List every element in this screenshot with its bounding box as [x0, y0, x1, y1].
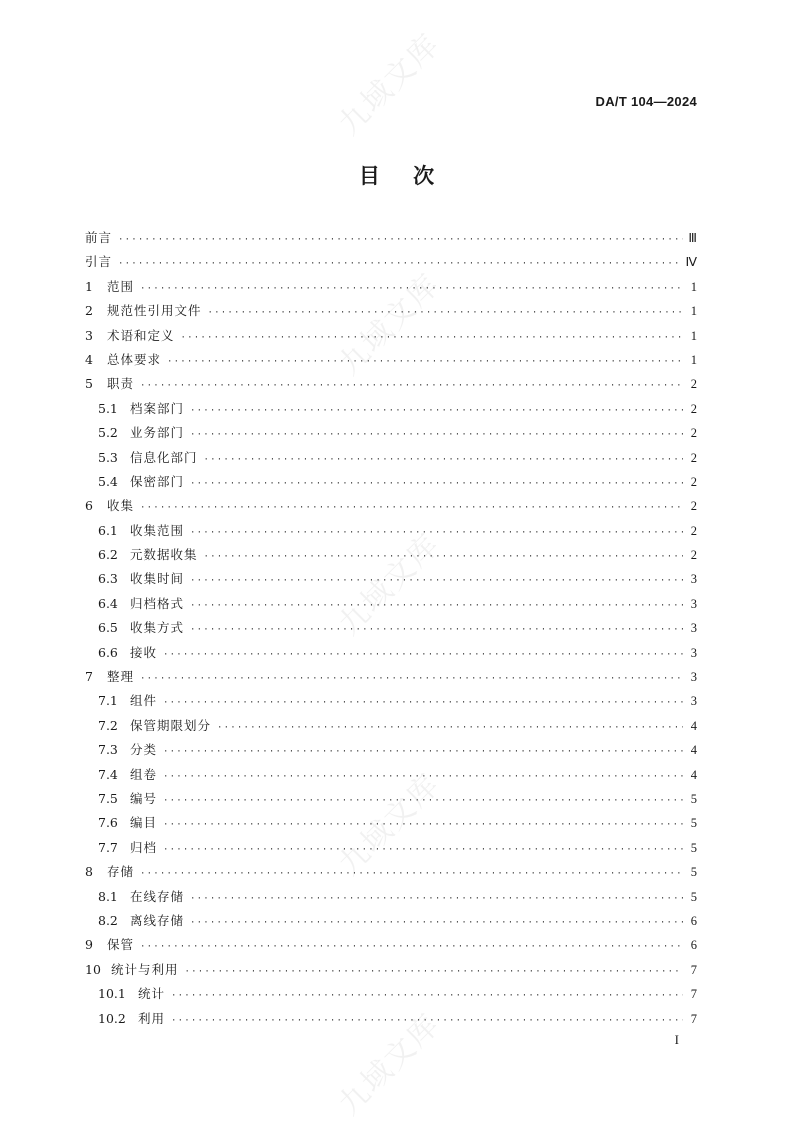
toc-section-title: 组件 [130, 693, 158, 709]
toc-page-number: 2 [690, 450, 697, 465]
toc-leader-dots [181, 326, 683, 350]
watermark: 九域文库 [331, 1006, 448, 1123]
toc-leader-dots [140, 277, 683, 301]
toc-section-title: 利用 [138, 1010, 166, 1026]
toc-leader-dots [208, 301, 683, 325]
toc-leader-dots [167, 350, 683, 374]
toc-leader-dots [171, 984, 683, 1008]
toc-section-title: 接收 [130, 644, 158, 660]
toc-entry[interactable] [85, 470, 697, 494]
toc-page-number: 2 [690, 401, 697, 416]
toc-leader-dots [190, 618, 683, 642]
toc-section-number: 7.3 [98, 742, 118, 758]
toc-page-number: 7 [690, 1011, 697, 1026]
toc-entry[interactable] [85, 641, 697, 665]
toc-page-number: 3 [690, 596, 697, 611]
toc-entry[interactable] [85, 372, 697, 396]
toc-page-number: 6 [690, 913, 697, 928]
toc-leader-dots [163, 765, 683, 789]
toc-section-title: 前言 [85, 230, 113, 245]
toc-leader-dots [171, 1009, 683, 1033]
toc-page-number: 3 [690, 621, 697, 636]
toc-entry[interactable] [85, 519, 697, 543]
toc-page-number: 4 [690, 767, 697, 782]
toc-leader-dots [163, 838, 683, 862]
toc-page-number: 1 [690, 304, 697, 319]
toc-leader-dots [163, 740, 683, 764]
toc-entry[interactable] [85, 616, 697, 640]
toc-section-number: 9 [85, 937, 93, 953]
toc-section-title: 保密部门 [130, 473, 185, 489]
toc-leader-dots [190, 472, 683, 496]
toc-section-title: 元数据收集 [130, 547, 198, 563]
toc-leader-dots [163, 643, 683, 667]
toc-section-number: 5.1 [98, 400, 118, 416]
toc-section-number: 6.1 [98, 522, 118, 538]
toc-leader-dots [140, 374, 683, 398]
toc-entry[interactable] [85, 1007, 697, 1031]
toc-page-number: 1 [690, 328, 697, 343]
page-title [0, 160, 793, 190]
toc-section-number: 8 [85, 864, 93, 880]
toc-section-number: 6.4 [98, 595, 118, 611]
toc-page-number: Ⅲ [688, 231, 697, 245]
toc-page-number: 5 [690, 791, 697, 806]
toc-section-title: 归档格式 [130, 595, 185, 611]
toc-entry[interactable] [85, 860, 697, 884]
toc-leader-dots [163, 813, 683, 837]
toc-section-number: 7.4 [98, 766, 118, 782]
toc-page-number: Ⅳ [685, 255, 697, 270]
toc-entry[interactable] [85, 275, 697, 299]
toc-leader-dots [190, 887, 683, 911]
toc-section-title: 组卷 [130, 766, 158, 782]
toc-section-title: 归档 [130, 839, 158, 855]
toc-page-number: 3 [690, 670, 697, 685]
toc-section-number: 6.2 [98, 547, 118, 563]
toc-section-number: 7 [85, 669, 93, 685]
toc-page-number: 2 [690, 474, 697, 489]
toc-entry[interactable] [85, 933, 697, 957]
table-of-contents [85, 226, 697, 1031]
toc-page-number: 3 [690, 572, 697, 587]
toc-section-number: 7.2 [98, 717, 118, 733]
toc-section-number: 3 [85, 327, 93, 343]
toc-section-number: 10.1 [98, 986, 126, 1002]
toc-section-number: 6.5 [98, 620, 118, 636]
toc-section-number: 6 [85, 498, 93, 514]
toc-section-title: 收集范围 [130, 522, 185, 538]
toc-page-number: 7 [690, 987, 697, 1002]
toc-entry[interactable] [85, 982, 697, 1006]
toc-leader-dots [140, 935, 683, 959]
toc-leader-dots [140, 667, 683, 691]
toc-section-number: 7.1 [98, 693, 118, 709]
toc-page-number: 4 [690, 718, 697, 733]
toc-page-number: 3 [690, 694, 697, 709]
toc-entry[interactable] [85, 567, 697, 591]
toc-leader-dots [163, 691, 683, 715]
toc-page-number: 2 [690, 426, 697, 441]
toc-section-title: 范围 [107, 278, 135, 294]
toc-section-title: 保管 [107, 937, 135, 953]
watermark: 九域文库 [331, 766, 448, 883]
toc-leader-dots [118, 252, 681, 276]
toc-leader-dots [185, 960, 683, 984]
toc-section-number: 7.5 [98, 790, 118, 806]
toc-entry[interactable] [85, 958, 697, 982]
toc-page-number: 5 [690, 816, 697, 831]
toc-entry[interactable] [85, 811, 697, 835]
toc-entry[interactable] [85, 665, 697, 689]
toc-section-title: 总体要求 [107, 351, 162, 367]
toc-section-number: 8.1 [98, 888, 118, 904]
toc-entry[interactable] [85, 226, 697, 250]
toc-section-title: 术语和定义 [107, 327, 175, 343]
toc-page-number: 1 [690, 279, 697, 294]
toc-section-title: 规范性引用文件 [107, 303, 202, 319]
toc-section-title: 分类 [130, 742, 158, 758]
toc-leader-dots [190, 594, 683, 618]
toc-section-title: 存储 [107, 864, 135, 880]
toc-page-number: 2 [690, 377, 697, 392]
toc-entry[interactable] [85, 787, 697, 811]
toc-section-number: 2 [85, 303, 93, 319]
toc-leader-dots [217, 716, 683, 740]
toc-leader-dots [190, 423, 683, 447]
toc-leader-dots [204, 448, 683, 472]
toc-page-number: 5 [690, 889, 697, 904]
toc-section-title: 收集方式 [130, 620, 185, 636]
toc-entry[interactable] [85, 592, 697, 616]
toc-leader-dots [190, 399, 683, 423]
toc-section-title: 引言 [85, 254, 113, 270]
toc-section-number: 5.4 [98, 473, 118, 489]
toc-entry[interactable] [85, 397, 697, 421]
toc-entry[interactable] [85, 348, 697, 372]
toc-entry[interactable] [85, 446, 697, 470]
toc-entry[interactable] [85, 324, 697, 348]
toc-entry[interactable] [85, 689, 697, 713]
toc-entry[interactable] [85, 738, 697, 762]
standard-code: DA/T 104—2024 [595, 94, 697, 109]
toc-section-title: 统计 [138, 986, 166, 1002]
toc-entry[interactable] [85, 421, 697, 445]
title-char: 目 [358, 164, 380, 188]
toc-leader-dots [190, 911, 683, 935]
toc-section-title: 收集 [107, 498, 135, 514]
toc-entry[interactable] [85, 909, 697, 933]
toc-page-number: 2 [690, 499, 697, 514]
toc-section-title: 收集时间 [130, 571, 185, 587]
toc-section-title: 保管期限划分 [130, 717, 212, 733]
toc-entry[interactable] [85, 299, 697, 323]
toc-section-number: 8.2 [98, 912, 118, 928]
toc-entry[interactable] [85, 543, 697, 567]
toc-page-number: 5 [690, 865, 697, 880]
toc-section-title: 整理 [107, 669, 135, 685]
watermark: 九域文库 [331, 266, 448, 383]
toc-section-number: 5.3 [98, 449, 118, 465]
toc-page-number: 2 [690, 523, 697, 538]
toc-entry[interactable] [85, 494, 697, 518]
toc-entry[interactable] [85, 250, 697, 274]
toc-leader-dots [140, 496, 683, 520]
toc-section-number: 7.7 [98, 839, 118, 855]
toc-section-number: 1 [85, 278, 93, 294]
toc-section-title: 在线存储 [130, 888, 185, 904]
toc-leader-dots [118, 228, 683, 252]
watermark: 九域文库 [331, 526, 448, 643]
toc-section-number: 10.2 [98, 1010, 126, 1026]
toc-section-title: 业务部门 [130, 425, 185, 441]
toc-section-title: 信息化部门 [130, 449, 198, 465]
toc-section-number: 10 [85, 961, 101, 977]
toc-page-number: 3 [690, 645, 697, 660]
toc-section-number: 5.2 [98, 425, 118, 441]
title-char: 次 [413, 164, 435, 188]
toc-leader-dots [163, 789, 683, 813]
toc-section-title: 离线存储 [130, 912, 185, 928]
toc-entry[interactable] [85, 836, 697, 860]
toc-page-number: 7 [690, 962, 697, 977]
toc-leader-dots [190, 521, 683, 545]
toc-entry[interactable] [85, 885, 697, 909]
toc-section-title: 编目 [130, 815, 158, 831]
toc-section-number: 4 [85, 351, 93, 367]
page-number: I [674, 1032, 679, 1047]
toc-entry[interactable] [85, 763, 697, 787]
toc-page-number: 2 [690, 548, 697, 563]
toc-section-number: 7.6 [98, 815, 118, 831]
toc-section-title: 档案部门 [130, 400, 185, 416]
toc-section-number: 6.6 [98, 644, 118, 660]
toc-leader-dots [190, 569, 683, 593]
toc-section-title: 统计与利用 [111, 961, 179, 977]
toc-page-number: 1 [690, 352, 697, 367]
toc-section-number: 6.3 [98, 571, 118, 587]
watermark: 九域文库 [331, 26, 448, 143]
toc-section-title: 职责 [107, 376, 135, 392]
toc-page-number: 4 [690, 743, 697, 758]
toc-page-number: 6 [690, 938, 697, 953]
toc-entry[interactable] [85, 714, 697, 738]
toc-section-number: 5 [85, 376, 93, 392]
toc-leader-dots [204, 545, 683, 569]
toc-leader-dots [140, 862, 683, 886]
toc-section-title: 编号 [130, 790, 158, 806]
toc-page-number: 5 [690, 840, 697, 855]
